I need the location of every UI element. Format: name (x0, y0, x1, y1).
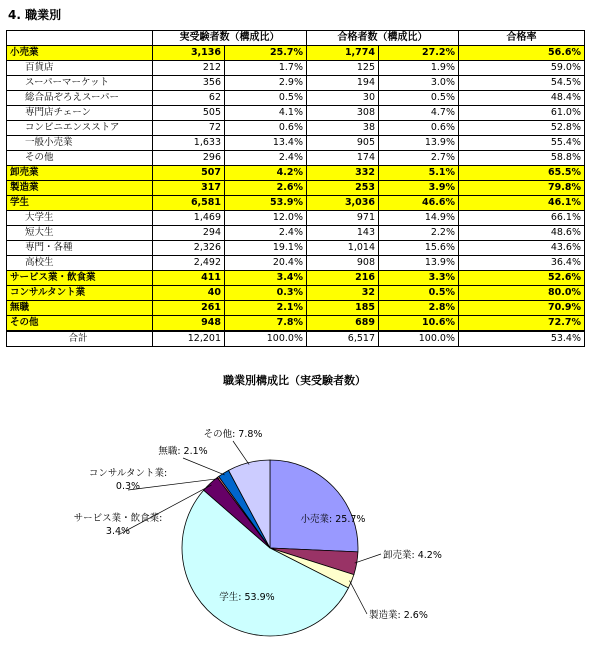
passer-ratio-cell: 0.6% (379, 121, 459, 136)
examinee-ratio-cell: 25.7% (225, 46, 307, 61)
section-title: 4. 職業別 (8, 8, 62, 22)
slice-label-7: その他: 7.8% (203, 429, 263, 440)
passer-ratio-cell: 13.9% (379, 256, 459, 271)
examinee-ratio-cell: 13.4% (225, 136, 307, 151)
examinees-cell: 6,581 (153, 196, 225, 211)
passer-ratio-cell: 46.6% (379, 196, 459, 211)
passers-cell: 30 (307, 91, 379, 106)
examinee-ratio-cell: 4.2% (225, 166, 307, 181)
row-label: その他 (7, 151, 153, 166)
pass-rate-cell: 55.4% (459, 136, 585, 151)
examinees-cell: 294 (153, 226, 225, 241)
examinees-cell: 507 (153, 166, 225, 181)
row-label: 小売業 (7, 46, 153, 61)
slice-label-5: コンサルタント業: 0.3% (88, 468, 168, 492)
examinees-cell: 12,201 (153, 331, 225, 347)
leader-line-7 (233, 441, 249, 465)
passer-ratio-cell: 3.9% (379, 181, 459, 196)
leader-line-6 (183, 458, 225, 475)
pass-rate-cell: 48.6% (459, 226, 585, 241)
passer-ratio-cell: 27.2% (379, 46, 459, 61)
slice-label-0: 小売業: 25.7% (300, 514, 366, 525)
examinee-ratio-cell: 53.9% (225, 196, 307, 211)
slice-label-2: 製造業: 2.6% (369, 610, 428, 621)
examinees-cell: 948 (153, 316, 225, 332)
slice-label-4: サービス業・飲食業: 3.4% (73, 513, 163, 537)
row-label: 卸売業 (7, 166, 153, 181)
examinee-ratio-cell: 2.4% (225, 226, 307, 241)
passers-cell: 1,774 (307, 46, 379, 61)
row-label: 高校生 (7, 256, 153, 271)
passers-cell: 905 (307, 136, 379, 151)
examinees-cell: 317 (153, 181, 225, 196)
passers-cell: 38 (307, 121, 379, 136)
slice-label-6: 無職: 2.1% (158, 446, 208, 457)
header-pass-rate: 合格率 (459, 31, 585, 46)
pass-rate-cell: 46.1% (459, 196, 585, 211)
passer-ratio-cell: 2.7% (379, 151, 459, 166)
examinees-cell: 411 (153, 271, 225, 286)
pass-rate-cell: 72.7% (459, 316, 585, 332)
passers-cell: 194 (307, 76, 379, 91)
passers-cell: 32 (307, 286, 379, 301)
pass-rate-cell: 52.6% (459, 271, 585, 286)
header-passers: 合格者数（構成比） (307, 31, 459, 46)
pass-rate-cell: 43.6% (459, 241, 585, 256)
passers-cell: 332 (307, 166, 379, 181)
passers-cell: 125 (307, 61, 379, 76)
pass-rate-cell: 80.0% (459, 286, 585, 301)
row-label: 一般小売業 (7, 136, 153, 151)
passer-ratio-cell: 0.5% (379, 286, 459, 301)
examinee-ratio-cell: 0.5% (225, 91, 307, 106)
row-label: 合計 (7, 331, 153, 347)
row-label: 学生 (7, 196, 153, 211)
examinee-ratio-cell: 19.1% (225, 241, 307, 256)
slice-label-3: 学生: 53.9% (219, 592, 275, 603)
pass-rate-cell: 53.4% (459, 331, 585, 347)
passers-cell: 308 (307, 106, 379, 121)
passer-ratio-cell: 13.9% (379, 136, 459, 151)
examinee-ratio-cell: 4.1% (225, 106, 307, 121)
passer-ratio-cell: 10.6% (379, 316, 459, 332)
passers-cell: 971 (307, 211, 379, 226)
pass-rate-cell: 59.0% (459, 61, 585, 76)
examinees-cell: 1,633 (153, 136, 225, 151)
passers-cell: 143 (307, 226, 379, 241)
passer-ratio-cell: 100.0% (379, 331, 459, 347)
row-label: コンビニエンスストア (7, 121, 153, 136)
row-label: 専門店チェーン (7, 106, 153, 121)
examinees-cell: 62 (153, 91, 225, 106)
pass-rate-cell: 56.6% (459, 46, 585, 61)
examinee-ratio-cell: 0.6% (225, 121, 307, 136)
row-label: 総合品ぞろえスーパー (7, 91, 153, 106)
examinee-ratio-cell: 2.9% (225, 76, 307, 91)
row-label: 短大生 (7, 226, 153, 241)
passer-ratio-cell: 4.7% (379, 106, 459, 121)
examinee-ratio-cell: 100.0% (225, 331, 307, 347)
passer-ratio-cell: 3.3% (379, 271, 459, 286)
pass-rate-cell: 65.5% (459, 166, 585, 181)
passer-ratio-cell: 5.1% (379, 166, 459, 181)
examinee-ratio-cell: 0.3% (225, 286, 307, 301)
pass-rate-cell: 54.5% (459, 76, 585, 91)
examinee-ratio-cell: 3.4% (225, 271, 307, 286)
passer-ratio-cell: 0.5% (379, 91, 459, 106)
passer-ratio-cell: 15.6% (379, 241, 459, 256)
examinee-ratio-cell: 12.0% (225, 211, 307, 226)
passers-cell: 908 (307, 256, 379, 271)
pass-rate-cell: 70.9% (459, 301, 585, 316)
row-label: 百貨店 (7, 61, 153, 76)
examinees-cell: 40 (153, 286, 225, 301)
pass-rate-cell: 61.0% (459, 106, 585, 121)
examinees-cell: 212 (153, 61, 225, 76)
passers-cell: 3,036 (307, 196, 379, 211)
pass-rate-cell: 58.8% (459, 151, 585, 166)
examinee-ratio-cell: 7.8% (225, 316, 307, 332)
passer-ratio-cell: 2.8% (379, 301, 459, 316)
header-examinees: 実受験者数（構成比） (153, 31, 307, 46)
examinees-cell: 356 (153, 76, 225, 91)
passers-cell: 216 (307, 271, 379, 286)
passers-cell: 1,014 (307, 241, 379, 256)
passers-cell: 174 (307, 151, 379, 166)
examinees-cell: 505 (153, 106, 225, 121)
row-label: コンサルタント業 (7, 286, 153, 301)
passers-cell: 253 (307, 181, 379, 196)
examinees-cell: 72 (153, 121, 225, 136)
row-label: 大学生 (7, 211, 153, 226)
passers-cell: 689 (307, 316, 379, 332)
examinee-ratio-cell: 2.6% (225, 181, 307, 196)
examinees-cell: 296 (153, 151, 225, 166)
examinee-ratio-cell: 2.4% (225, 151, 307, 166)
passers-cell: 185 (307, 301, 379, 316)
examinees-cell: 1,469 (153, 211, 225, 226)
chart-title: 職業別構成比（実受験者数） (223, 374, 366, 387)
passer-ratio-cell: 2.2% (379, 226, 459, 241)
examinee-ratio-cell: 1.7% (225, 61, 307, 76)
leader-line-1 (355, 554, 381, 563)
row-label: 無職 (7, 301, 153, 316)
row-label: 製造業 (7, 181, 153, 196)
examinee-ratio-cell: 20.4% (225, 256, 307, 271)
pass-rate-cell: 79.8% (459, 181, 585, 196)
leader-line-2 (350, 581, 367, 614)
row-label: 専門・各種 (7, 241, 153, 256)
examinees-cell: 261 (153, 301, 225, 316)
passer-ratio-cell: 1.9% (379, 61, 459, 76)
pass-rate-cell: 52.8% (459, 121, 585, 136)
row-label: スーパーマーケット (7, 76, 153, 91)
passer-ratio-cell: 3.0% (379, 76, 459, 91)
row-label: その他 (7, 316, 153, 332)
pass-rate-cell: 48.4% (459, 91, 585, 106)
pie-slice-0 (270, 460, 358, 552)
examinees-cell: 2,492 (153, 256, 225, 271)
examinees-cell: 3,136 (153, 46, 225, 61)
examinees-cell: 2,326 (153, 241, 225, 256)
passers-cell: 6,517 (307, 331, 379, 347)
pass-rate-cell: 36.4% (459, 256, 585, 271)
passer-ratio-cell: 14.9% (379, 211, 459, 226)
pass-rate-cell: 66.1% (459, 211, 585, 226)
examinee-ratio-cell: 2.1% (225, 301, 307, 316)
row-label: サービス業・飲食業 (7, 271, 153, 286)
slice-label-1: 卸売業: 4.2% (383, 550, 442, 561)
